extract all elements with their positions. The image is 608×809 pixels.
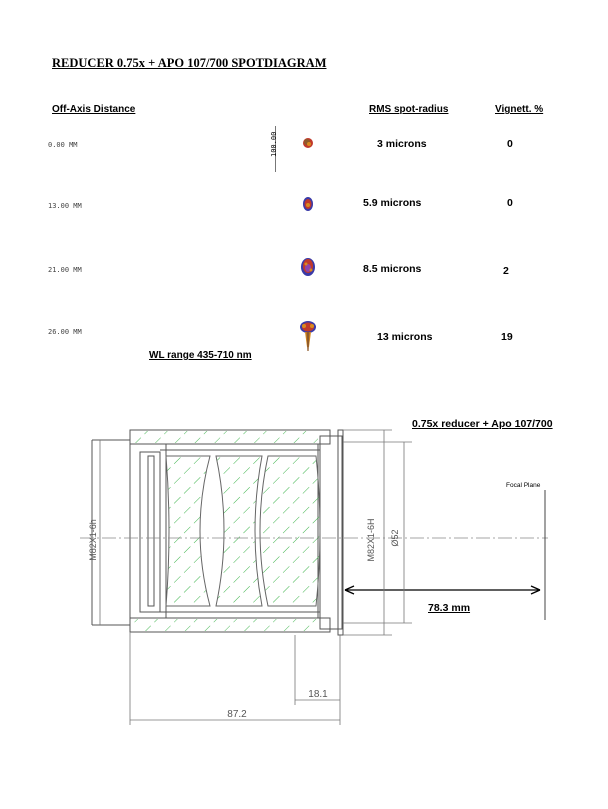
scale-label: 100.00: [270, 131, 278, 157]
off-axis-distance-4: 26.00 MM: [48, 328, 82, 336]
lens-cross-section: [0, 400, 608, 809]
distance-label: 78.3 mm: [428, 602, 471, 614]
vignett-value-2: 0: [507, 197, 513, 209]
distance-arrow: [345, 586, 540, 594]
off-axis-distance-3: 21.00 MM: [48, 266, 82, 274]
spot-diagram-3: [301, 258, 315, 276]
off-axis-header: Off-Axis Distance: [52, 104, 136, 115]
rms-value-1: 3 microns: [377, 138, 427, 150]
page-title: REDUCER 0.75x + APO 107/700 SPOTDIAGRAM: [52, 56, 327, 70]
rms-value-2: 5.9 microns: [363, 197, 422, 209]
thread-right-label: M82X1-6H: [366, 518, 376, 562]
spot-diagram-1: [303, 138, 313, 148]
vignett-value-1: 0: [507, 138, 513, 150]
rms-header: RMS spot-radius: [369, 104, 449, 115]
vignett-header: Vignett. %: [495, 104, 544, 115]
rms-value-3: 8.5 microns: [363, 263, 422, 275]
vignett-value-3: 2: [503, 265, 509, 277]
dim-total-label: 87.2: [227, 709, 247, 720]
vignett-value-4: 19: [501, 331, 513, 343]
thread-left-label: M82X1-6h: [88, 519, 98, 561]
lens-elements: [166, 456, 320, 606]
spot-diagram-2: [303, 197, 313, 211]
spot-diagrams: [290, 125, 330, 365]
rms-value-4: 13 microns: [377, 331, 433, 343]
dim-short-label: 18.1: [308, 689, 328, 700]
diameter-label: Ø52: [390, 529, 400, 547]
wl-range: WL range 435-710 nm: [149, 350, 252, 361]
off-axis-distance-1: 0.00 MM: [48, 141, 78, 149]
spot-diagram-4: [300, 321, 316, 351]
off-axis-distance-2: 13.00 MM: [48, 202, 82, 210]
focal-plane-label: Focal Plane: [506, 482, 541, 489]
lens-title: 0.75x reducer + Apo 107/700: [412, 418, 553, 430]
